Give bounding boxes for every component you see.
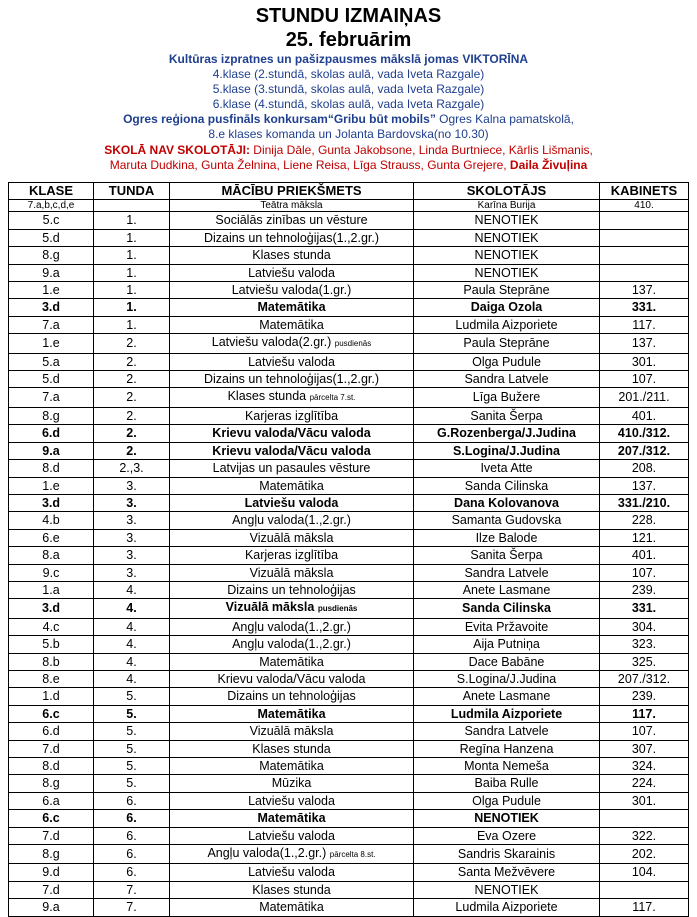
table-row [9, 758, 689, 775]
cell-klase: 5.d [9, 229, 94, 246]
table-row [9, 547, 689, 564]
cell-klase: 6.d [9, 425, 94, 442]
cell-teacher: NENOTIEK [414, 212, 600, 229]
schedule-table [8, 182, 689, 917]
cell-subject: Latviešu valoda(1.gr.) [170, 282, 414, 299]
table-row [9, 636, 689, 653]
cell-subject: Karjeras izglītība [170, 407, 414, 424]
cell-room: 104. [600, 864, 689, 881]
table-row [9, 282, 689, 299]
cell-tunda: 4. [94, 636, 170, 653]
table-row [9, 425, 689, 442]
cell-klase: 9.a [9, 442, 94, 459]
cell-room: 331. [600, 299, 689, 316]
table-row [9, 512, 689, 529]
cell-klase: 6.a [9, 792, 94, 809]
cell-room: 239. [600, 581, 689, 598]
cell-subject: Krievu valoda/Vācu valoda [170, 425, 414, 442]
cell-subject: Mūzika [170, 775, 414, 792]
table-row [9, 599, 689, 618]
cell-subject: Latviešu valoda [170, 827, 414, 844]
cell-subject: Angļu valoda(1.,2.gr.) [170, 618, 414, 635]
cell-tunda: 3. [94, 529, 170, 546]
cell-tunda: 5. [94, 740, 170, 757]
cell-room [600, 229, 689, 246]
cell-teacher: Ilze Balode [414, 529, 600, 546]
cell-klase: 1.e [9, 282, 94, 299]
cell-teacher: Ludmila Aizporiete [414, 899, 600, 916]
col-header-subject: MĀCĪBU PRIEKŠMETS [170, 183, 414, 200]
table-row [9, 229, 689, 246]
cell-teacher: Karīna Burija [414, 200, 600, 212]
cell-room [600, 212, 689, 229]
cell-klase: 7.d [9, 827, 94, 844]
cell-room [600, 264, 689, 281]
cell-room [600, 247, 689, 264]
cell-note: pārcelta 7.st. [309, 393, 356, 403]
cell-klase: 1.d [9, 688, 94, 705]
cell-room: 323. [600, 636, 689, 653]
table-row [9, 353, 689, 370]
cell-room: 207./312. [600, 670, 689, 687]
cell-klase: 9.a [9, 899, 94, 916]
table-row [9, 477, 689, 494]
cell-tunda: 2. [94, 425, 170, 442]
cell-teacher: Ludmila Aizporiete [414, 705, 600, 722]
cell-subject: Klases stunda [170, 881, 414, 898]
table-row [9, 460, 689, 477]
cell-teacher: Monta Nemeša [414, 758, 600, 775]
cell-tunda: 2. [94, 442, 170, 459]
table-row [9, 581, 689, 598]
cell-teacher: Ludmila Aizporiete [414, 316, 600, 333]
cell-klase: 7.d [9, 740, 94, 757]
cell-teacher: Eva Ozere [414, 827, 600, 844]
table-row [9, 299, 689, 316]
cell-subject: Krievu valoda/Vācu valoda [170, 670, 414, 687]
table-row [9, 529, 689, 546]
cell-klase: 6.d [9, 723, 94, 740]
cell-subject: Matemātika [170, 705, 414, 722]
cell-room: 301. [600, 353, 689, 370]
page-date: 25. februārim [285, 29, 412, 51]
cell-room: 324. [600, 758, 689, 775]
cell-teacher: Iveta Atte [414, 460, 600, 477]
table-row [9, 442, 689, 459]
cell-klase: 8.a [9, 547, 94, 564]
cell-klase: 1.e [9, 334, 94, 353]
info-line-2: 4.klase (2.stundā, skolas aulā, vada Iveta Razgale) [212, 67, 485, 81]
cell-teacher: NENOTIEK [414, 810, 600, 827]
table-row [9, 334, 689, 353]
table-row [9, 845, 689, 864]
info-line-1: Kultūras izpratnes un pašizpausmes mākslā jomas VIKTORĪNA [168, 52, 529, 66]
cell-subject: Latviešu valoda(2.gr.) pusdienās [170, 334, 414, 353]
col-header-klase: KLASE [9, 183, 94, 200]
cell-teacher: NENOTIEK [414, 247, 600, 264]
cell-teacher: Sanda Cilinska [414, 599, 600, 618]
cell-tunda: 2. [94, 334, 170, 353]
table-row [9, 371, 689, 388]
cell-klase: 9.a [9, 264, 94, 281]
cell-klase: 5.b [9, 636, 94, 653]
cell-room: 137. [600, 282, 689, 299]
cell-klase: 8.d [9, 460, 94, 477]
cell-klase: 8.g [9, 247, 94, 264]
info-line-5: Ogres reģiona pusfināls konkursam“Gribu būt mobils” Ogres Kalna pamatskolā, [123, 112, 574, 126]
cell-klase: 7.a,b,c,d,e [9, 200, 94, 212]
cell-tunda: 7. [94, 899, 170, 916]
cell-room: 224. [600, 775, 689, 792]
cell-tunda: 2. [94, 353, 170, 370]
cell-teacher: Dace Babāne [414, 653, 600, 670]
cell-room: 322. [600, 827, 689, 844]
cell-subject: Klases stunda [170, 740, 414, 757]
cell-teacher: Anete Lasmane [414, 581, 600, 598]
cell-teacher: Daiga Ozola [414, 299, 600, 316]
cell-tunda: 5. [94, 775, 170, 792]
cell-tunda: 4. [94, 653, 170, 670]
cell-room: 117. [600, 899, 689, 916]
cell-tunda: 1. [94, 316, 170, 333]
cell-teacher: Anete Lasmane [414, 688, 600, 705]
cell-room: 325. [600, 653, 689, 670]
cell-klase: 7.a [9, 388, 94, 407]
cell-teacher: Sanita Šerpa [414, 547, 600, 564]
cell-klase: 3.d [9, 599, 94, 618]
cell-subject: Latviešu valoda [170, 792, 414, 809]
cell-tunda: 4. [94, 618, 170, 635]
cell-room: 228. [600, 512, 689, 529]
cell-klase: 6.c [9, 810, 94, 827]
cell-klase: 7.a [9, 316, 94, 333]
cell-teacher: Sandra Latvele [414, 723, 600, 740]
cell-teacher: NENOTIEK [414, 881, 600, 898]
cell-klase: 5.c [9, 212, 94, 229]
cell-klase: 7.d [9, 881, 94, 898]
table-row [9, 864, 689, 881]
cell-teacher: Paula Steprāne [414, 282, 600, 299]
cell-tunda: 1. [94, 299, 170, 316]
cell-tunda: 1. [94, 282, 170, 299]
cell-room: 117. [600, 705, 689, 722]
cell-klase: 9.c [9, 564, 94, 581]
cell-subject: Dizains un tehnoloģijas [170, 688, 414, 705]
cell-teacher: G.Rozenberga/J.Judina [414, 425, 600, 442]
table-row [9, 247, 689, 264]
cell-klase: 3.d [9, 299, 94, 316]
cell-teacher: Sanita Šerpa [414, 407, 600, 424]
absent-line-2: Maruta Dudkina, Gunta Želnina, Liene Reisa, Līga Strauss, Gunta Grejere, Daila Živuļina [109, 158, 588, 172]
cell-room: 121. [600, 529, 689, 546]
cell-room: 208. [600, 460, 689, 477]
table-row [9, 653, 689, 670]
cell-subject: Angļu valoda(1.,2.gr.) [170, 512, 414, 529]
table-row [9, 723, 689, 740]
table-header-row [9, 183, 689, 200]
cell-teacher: Regīna Hanzena [414, 740, 600, 757]
cell-tunda: 6. [94, 792, 170, 809]
cell-teacher: Sandra Latvele [414, 564, 600, 581]
cell-note: pārcelta 8.st. [329, 850, 376, 860]
cell-subject: Vizuālā māksla [170, 564, 414, 581]
cell-tunda: 7. [94, 881, 170, 898]
cell-subject: Klases stunda pārcelta 7.st. [170, 388, 414, 407]
cell-room: 202. [600, 845, 689, 864]
cell-subject: Matemātika [170, 653, 414, 670]
table-row [9, 670, 689, 687]
col-header-room: KABINETS [600, 183, 689, 200]
info-line-3: 5.klase (3.stundā, skolas aulā, vada Iveta Razgale) [212, 82, 485, 96]
cell-subject: Matemātika [170, 758, 414, 775]
cell-tunda: 4. [94, 599, 170, 618]
info-line-4: 6.klase (4.stundā, skolas aulā, vada Iveta Razgale) [212, 97, 485, 111]
cell-klase: 6.e [9, 529, 94, 546]
cell-room: 107. [600, 564, 689, 581]
cell-subject: Dizains un tehnoloģijas [170, 581, 414, 598]
cell-subject: Matemātika [170, 810, 414, 827]
table-row [9, 618, 689, 635]
cell-teacher: Olga Pudule [414, 353, 600, 370]
cell-tunda [94, 200, 170, 212]
cell-room: 331./210. [600, 494, 689, 511]
table-row [9, 688, 689, 705]
cell-teacher: Sanda Cilinska [414, 477, 600, 494]
cell-subject: Matemātika [170, 299, 414, 316]
cell-subject: Krievu valoda/Vācu valoda [170, 442, 414, 459]
cell-klase: 5.d [9, 371, 94, 388]
cell-room: 107. [600, 723, 689, 740]
cell-room: 301. [600, 792, 689, 809]
cell-teacher: S.Logina/J.Judina [414, 442, 600, 459]
cell-tunda: 3. [94, 547, 170, 564]
cell-subject: Vizuālā māksla [170, 529, 414, 546]
cell-teacher: Olga Pudule [414, 792, 600, 809]
col-header-teacher: SKOLOTĀJS [414, 183, 600, 200]
table-row [9, 881, 689, 898]
cell-subject: Latviešu valoda [170, 264, 414, 281]
info-line-6: 8.e klases komanda un Jolanta Bardovska(no 10.30) [208, 127, 489, 141]
cell-tunda: 5. [94, 688, 170, 705]
cell-room: 331. [600, 599, 689, 618]
table-row [9, 564, 689, 581]
cell-subject: Matemātika [170, 316, 414, 333]
cell-tunda: 6. [94, 810, 170, 827]
cell-klase: 8.g [9, 775, 94, 792]
cell-tunda: 3. [94, 512, 170, 529]
cell-subject: Angļu valoda(1.,2.gr.) pārcelta 8.st. [170, 845, 414, 864]
cell-room: 304. [600, 618, 689, 635]
cell-subject: Dizains un tehnoloģijas(1.,2.gr.) [170, 371, 414, 388]
cell-tunda: 5. [94, 723, 170, 740]
cell-teacher: Līga Bužere [414, 388, 600, 407]
cell-klase: 1.e [9, 477, 94, 494]
cell-klase: 9.d [9, 864, 94, 881]
cell-teacher: Evita Pržavoite [414, 618, 600, 635]
cell-klase: 6.c [9, 705, 94, 722]
cell-klase: 5.a [9, 353, 94, 370]
cell-tunda: 2.,3. [94, 460, 170, 477]
table-row [9, 316, 689, 333]
cell-teacher: Sandra Latvele [414, 371, 600, 388]
table-row [9, 810, 689, 827]
cell-subject: Dizains un tehnoloģijas(1.,2.gr.) [170, 229, 414, 246]
cell-subject: Klases stunda [170, 247, 414, 264]
table-row [9, 775, 689, 792]
cell-subject: Vizuālā māksla pusdienās [170, 599, 414, 618]
cell-tunda: 1. [94, 212, 170, 229]
cell-klase: 8.g [9, 407, 94, 424]
cell-teacher: Aija Putniņa [414, 636, 600, 653]
cell-room: 401. [600, 407, 689, 424]
table-subrow [9, 200, 689, 212]
cell-subject: Vizuālā māksla [170, 723, 414, 740]
cell-klase: 3.d [9, 494, 94, 511]
cell-tunda: 3. [94, 477, 170, 494]
cell-room [600, 810, 689, 827]
cell-teacher: Dana Kolovanova [414, 494, 600, 511]
col-header-tunda: TUNDA [94, 183, 170, 200]
cell-teacher: Santa Mežvēvere [414, 864, 600, 881]
cell-note: pusdienās [334, 339, 372, 349]
cell-teacher: Paula Steprāne [414, 334, 600, 353]
cell-subject: Latviešu valoda [170, 494, 414, 511]
cell-tunda: 1. [94, 229, 170, 246]
cell-tunda: 2. [94, 407, 170, 424]
cell-klase: 4.c [9, 618, 94, 635]
cell-klase: 4.b [9, 512, 94, 529]
table-row [9, 740, 689, 757]
cell-tunda: 6. [94, 845, 170, 864]
absent-line-1: SKOLĀ NAV SKOLOTĀJI: Dinija Dāle, Gunta Jakobsone, Linda Burtniece, Kārlis Lišmanis, [104, 143, 593, 157]
cell-subject: Latviešu valoda [170, 864, 414, 881]
cell-teacher: Sandris Skarainis [414, 845, 600, 864]
cell-tunda: 6. [94, 864, 170, 881]
cell-room: 307. [600, 740, 689, 757]
cell-room [600, 881, 689, 898]
cell-tunda: 5. [94, 758, 170, 775]
cell-teacher: NENOTIEK [414, 264, 600, 281]
cell-tunda: 2. [94, 371, 170, 388]
table-row [9, 494, 689, 511]
cell-room: 401. [600, 547, 689, 564]
cell-tunda: 6. [94, 827, 170, 844]
cell-tunda: 3. [94, 564, 170, 581]
cell-tunda: 4. [94, 581, 170, 598]
page-title: STUNDU IZMAIŅAS [255, 5, 442, 27]
info-block [0, 52, 697, 142]
cell-tunda: 4. [94, 670, 170, 687]
cell-room: 137. [600, 334, 689, 353]
cell-tunda: 1. [94, 247, 170, 264]
table-row [9, 792, 689, 809]
cell-subject: Latvijas un pasaules vēsture [170, 460, 414, 477]
cell-teacher: NENOTIEK [414, 229, 600, 246]
cell-room: 137. [600, 477, 689, 494]
cell-subject: Latviešu valoda [170, 353, 414, 370]
cell-room: 239. [600, 688, 689, 705]
cell-tunda: 2. [94, 388, 170, 407]
cell-klase: 1.a [9, 581, 94, 598]
cell-teacher: S.Logina/J.Judina [414, 670, 600, 687]
cell-room: 410./312. [600, 425, 689, 442]
cell-subject: Sociālās zinības un vēsture [170, 212, 414, 229]
cell-tunda: 1. [94, 264, 170, 281]
cell-subject: Karjeras izglītība [170, 547, 414, 564]
cell-teacher: Samanta Gudovska [414, 512, 600, 529]
cell-room: 117. [600, 316, 689, 333]
cell-teacher: Baiba Rulle [414, 775, 600, 792]
cell-klase: 8.d [9, 758, 94, 775]
cell-subject: Angļu valoda(1.,2.gr.) [170, 636, 414, 653]
table-row [9, 827, 689, 844]
cell-note: pusdienās [317, 604, 358, 614]
cell-klase: 8.g [9, 845, 94, 864]
table-row [9, 899, 689, 916]
cell-subject: Matemātika [170, 899, 414, 916]
cell-room: 410. [600, 200, 689, 212]
cell-klase: 8.e [9, 670, 94, 687]
table-row [9, 407, 689, 424]
cell-tunda: 3. [94, 494, 170, 511]
cell-tunda: 5. [94, 705, 170, 722]
table-row [9, 212, 689, 229]
absent-teachers [0, 143, 697, 173]
table-row [9, 264, 689, 281]
table-row [9, 705, 689, 722]
table-row [9, 388, 689, 407]
cell-klase: 8.b [9, 653, 94, 670]
cell-room: 107. [600, 371, 689, 388]
cell-subject: Teātra māksla [170, 200, 414, 212]
cell-room: 207./312. [600, 442, 689, 459]
cell-subject: Matemātika [170, 477, 414, 494]
cell-room: 201./211. [600, 388, 689, 407]
